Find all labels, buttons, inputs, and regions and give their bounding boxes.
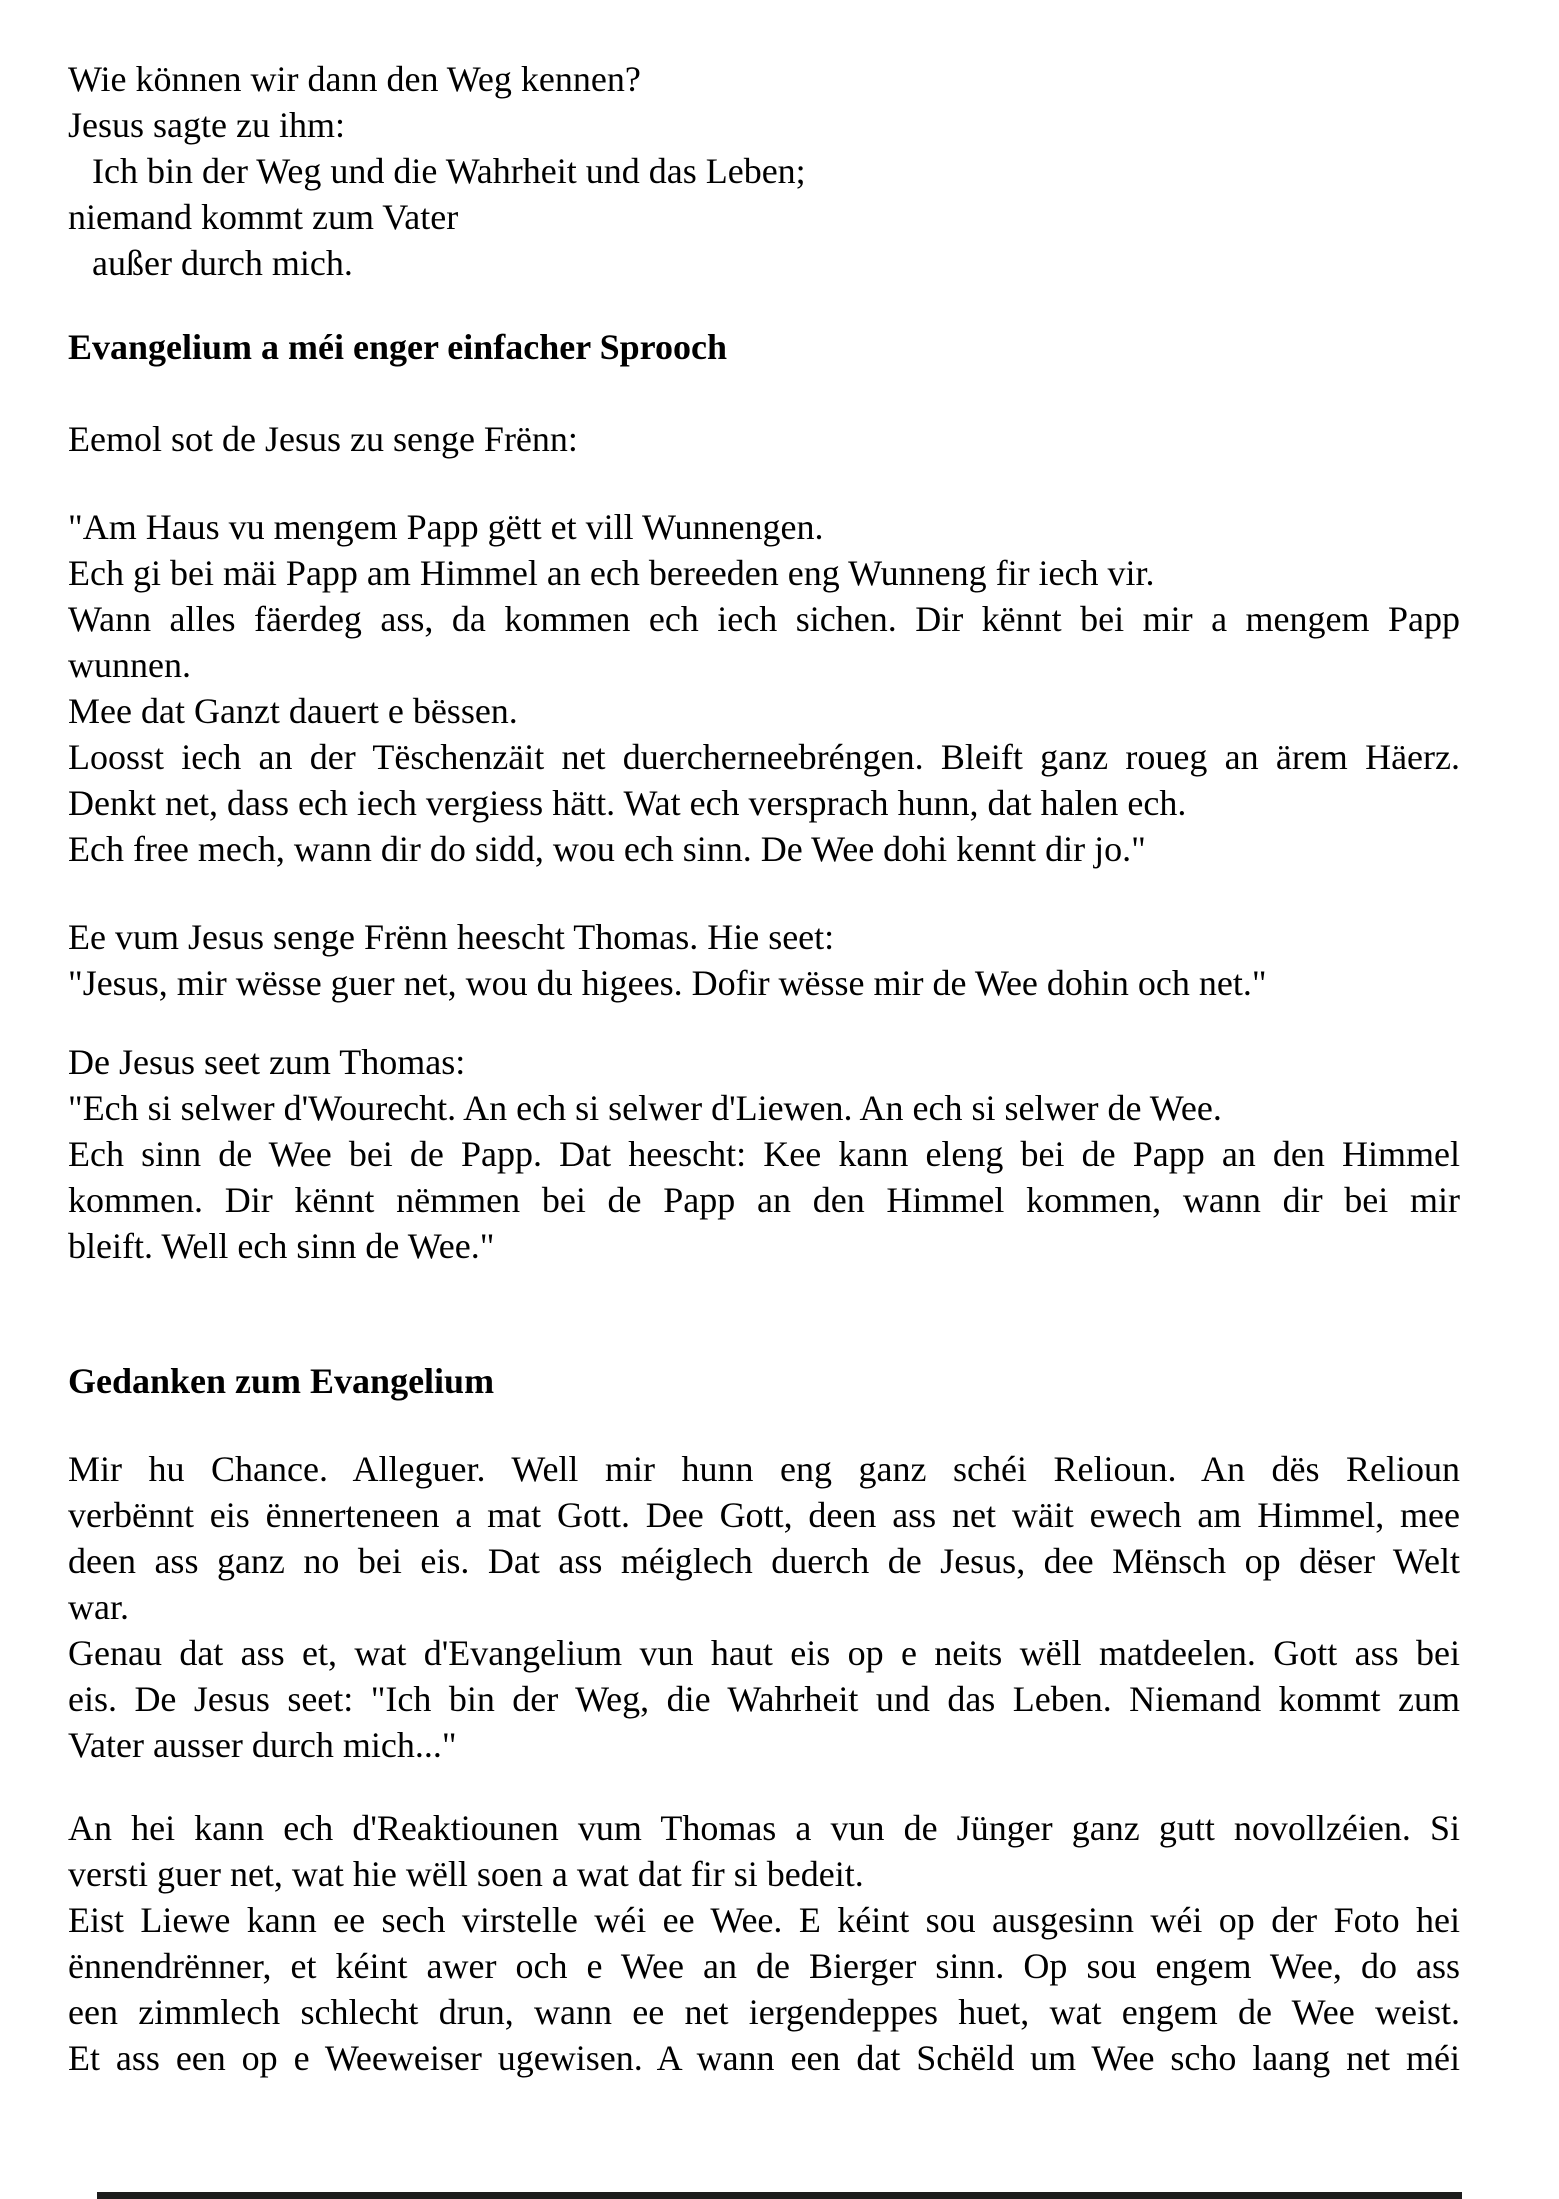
gedanken-paragraph-2 (68, 1805, 1460, 2081)
text-line: Wie können wir dann den Weg kennen? (68, 59, 641, 99)
text-line: war. (68, 1587, 129, 1627)
text-line: Denkt net, dass ech iech vergiess hätt. Wat ech versprach hunn, dat halen ech. (68, 783, 1187, 823)
text-line: verbënnt eis ënnerteneen a mat Gott. Dee Gott, deen ass net wäit ewech am Himmel, mee (68, 1495, 1460, 1535)
text-line: Eemol sot de Jesus zu senge Frënn: (68, 419, 578, 459)
text-line: kommen. Dir kënnt nëmmen bei de Papp an den Himmel kommen, wann dir bei mir (68, 1180, 1460, 1220)
text-line: Loosst iech an der Tëschenzäit net duercherneebréngen. Bleift ganz roueg an ärem Häerz. (68, 737, 1460, 777)
gedanken-paragraph-1 (68, 1446, 1460, 1768)
text-line: Wann alles fäerdeg ass, da kommen ech iech sichen. Dir kënnt bei mir a mengem Papp (68, 599, 1460, 639)
text-line: Vater ausser durch mich..." (68, 1725, 457, 1765)
text-line: "Am Haus vu mengem Papp gëtt et vill Wunnengen. (68, 507, 824, 547)
intro-line (68, 416, 1460, 462)
heading-evangelium: Evangelium a méi enger einfacher Sprooch (68, 327, 727, 367)
text-line: ënnendrënner, et kéint awer och e Wee an de Bierger sinn. Op sou engem Wee, do ass (68, 1946, 1460, 1986)
text-line: "Jesus, mir wësse guer net, wou du higees. Dofir wësse mir de Wee dohin och net." (68, 963, 1267, 1003)
text-line: wunnen. (68, 645, 191, 685)
text-line: deen ass ganz no bei eis. Dat ass méiglech duerch de Jesus, dee Mënsch op dëser Welt (68, 1541, 1460, 1581)
text-line: De Jesus seet zum Thomas: (68, 1042, 466, 1082)
jesus-speech (68, 504, 1460, 872)
heading-gedanken: Gedanken zum Evangelium (68, 1361, 495, 1401)
text-line: außer durch mich. (92, 243, 353, 283)
text-line: eis. De Jesus seet: "Ich bin der Weg, die Wahrheit und das Leben. Niemand kommt zum (68, 1679, 1460, 1719)
text-line: Mee dat Ganzt dauert e bëssen. (68, 691, 518, 731)
text-line: een zimmlech schlecht drun, wann ee net iergendeppes huet, wat engem de Wee weist. (68, 1992, 1460, 2032)
thomas-question (68, 914, 1460, 1006)
text-line: Eist Liewe kann ee sech virstelle wéi ee Wee. E kéint sou ausgesinn wéi op der Foto hei (68, 1900, 1460, 1940)
text-line: An hei kann ech d'Reaktiounen vum Thomas a vun de Jünger ganz gutt novollzéien. Si (68, 1808, 1460, 1848)
text-line: Ich bin der Weg und die Wahrheit und das Leben; (92, 151, 806, 191)
verse-quote-german (68, 56, 1460, 286)
photo-top-edge (97, 2192, 1462, 2199)
jesus-answer (68, 1039, 1460, 1269)
text-line: Ech gi bei mäi Papp am Himmel an ech bereeden eng Wunneng fir iech vir. (68, 553, 1155, 593)
text-line: Genau dat ass et, wat d'Evangelium vun haut eis op e neits wëll matdeelen. Gott ass bei (68, 1633, 1460, 1673)
text-line: Jesus sagte zu ihm: (68, 105, 345, 145)
text-line: Et ass een op e Weeweiser ugewisen. A wann een dat Schëld um Wee scho laang net méi (68, 2038, 1460, 2078)
text-line: bleift. Well ech sinn de Wee." (68, 1226, 495, 1266)
text-line: Ech free mech, wann dir do sidd, wou ech sinn. De Wee dohi kennt dir jo." (68, 829, 1146, 869)
text-line: versti guer net, wat hie wëll soen a wat dat fir si bedeit. (68, 1854, 864, 1894)
text-line: Ech sinn de Wee bei de Papp. Dat heescht: Kee kann eleng bei de Papp an den Himmel (68, 1134, 1460, 1174)
text-line: niemand kommt zum Vater (68, 197, 459, 237)
text-line: Mir hu Chance. Alleguer. Well mir hunn eng ganz schéi Relioun. An dës Relioun (68, 1449, 1460, 1489)
text-line: "Ech si selwer d'Wourecht. An ech si selwer d'Liewen. An ech si selwer de Wee. (68, 1088, 1222, 1128)
text-line: Ee vum Jesus senge Frënn heescht Thomas. Hie seet: (68, 917, 835, 957)
